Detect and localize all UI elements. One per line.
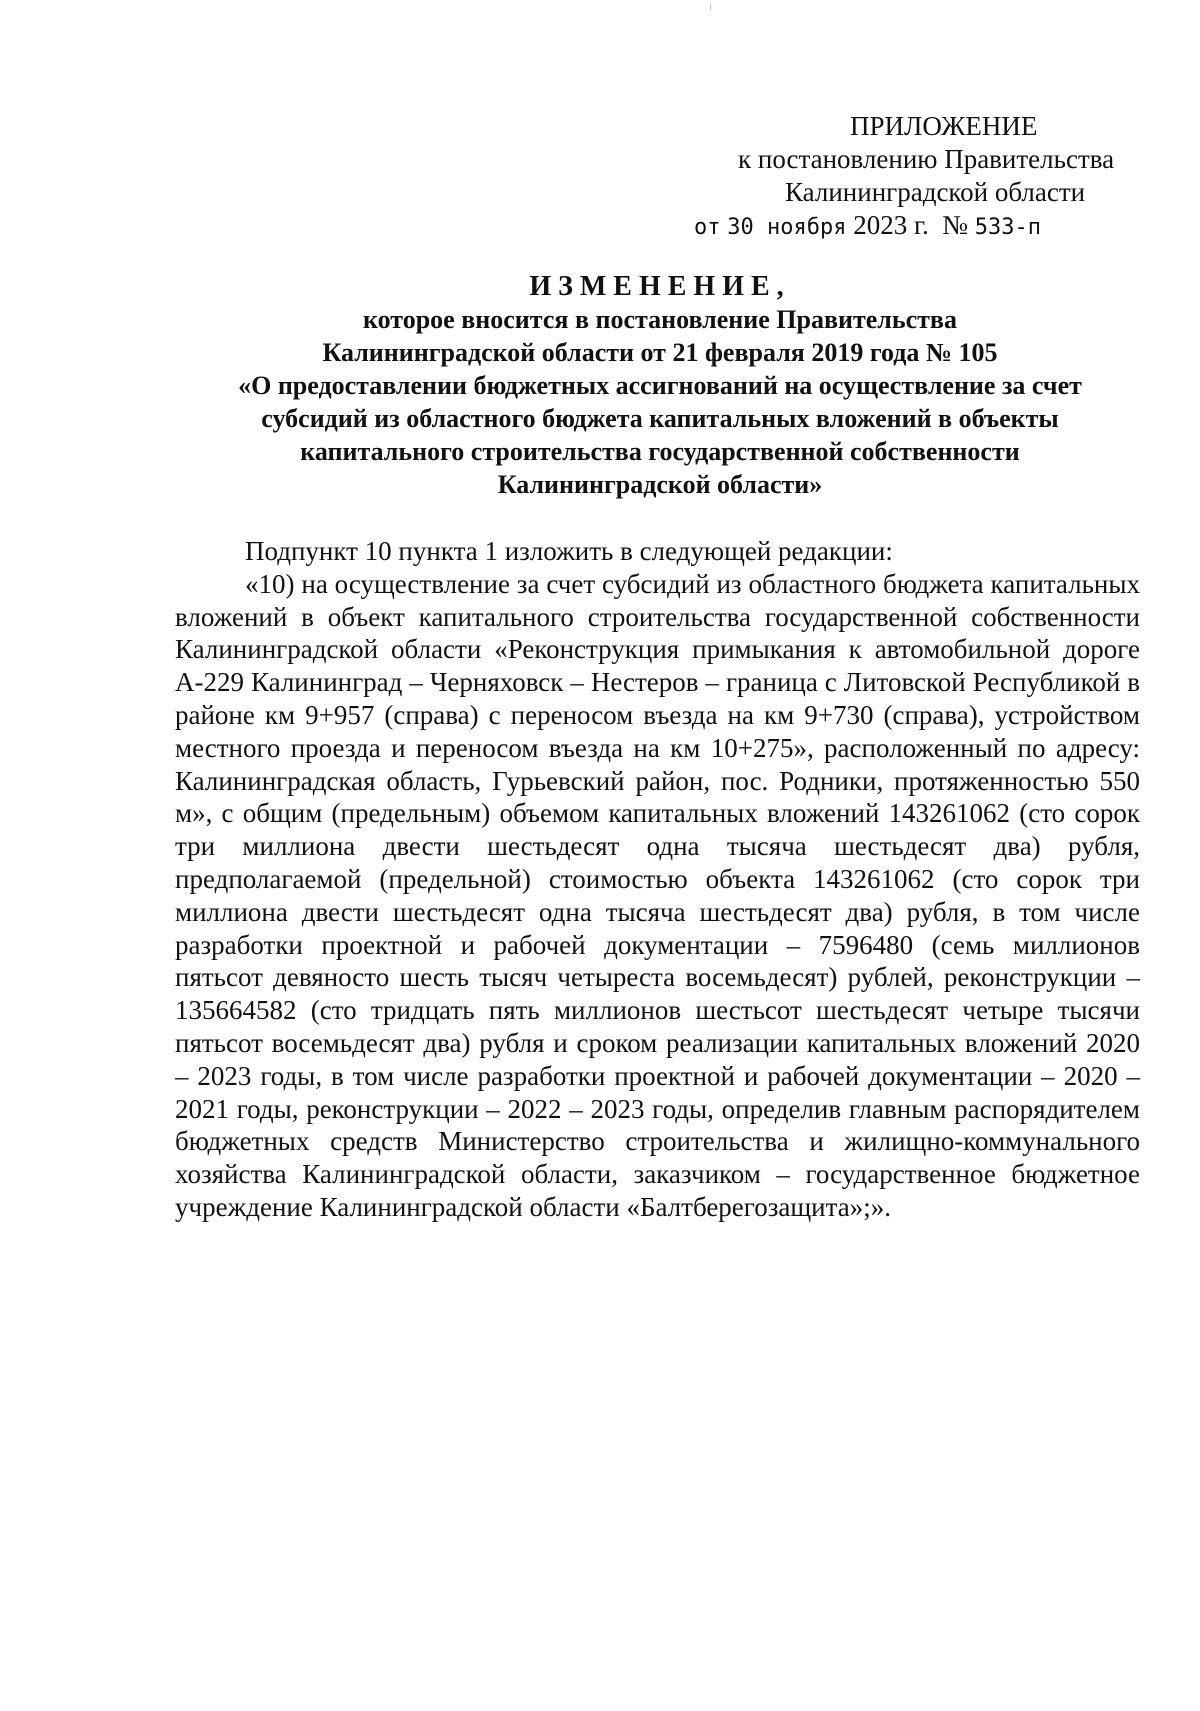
date-value: 30 ноября	[727, 215, 847, 240]
title-line: «О предоставлении бюджетных ассигнований на осуществление за счет	[238, 371, 1082, 400]
title-line: Калининградской области от 21 февраля 2019 года № 105	[322, 338, 998, 367]
title-line: субсидий из областного бюджета капитальных вложений в объекты	[261, 404, 1059, 433]
appendix-region-line: Калининградской области	[785, 177, 1086, 207]
appendix-date-line	[694, 209, 1154, 242]
document-body	[175, 535, 1140, 1224]
date-prefix: от	[694, 215, 721, 240]
appendix-title: ПРИЛОЖЕНИЕ	[850, 111, 1038, 141]
appendix-resolution-line: к постановлению Правительства	[738, 144, 1115, 174]
title-line: Калининградской области»	[497, 470, 823, 499]
title-heading: ИЗМЕНЕНИЕ,	[529, 271, 791, 302]
intro-paragraph: Подпункт 10 пункта 1 изложить в следующей редакции:	[245, 536, 893, 566]
main-paragraph: «10) на осуществление за счет субсидий из областного бюджета капитальных вложений в объект капитального строительства государственной собственности Калининградской области «Реконструкция примыкания к автомобильной дороге А-229 Калининград – Черняховск – Нестеров – граница с Литовской Республикой в районе км 9+957 (справа) с переносом въезда на км 9+730 (справа), устройством местного проезда и переносом въезда на км 10+275», расположенный по адресу: Калининградская область, Гурьевский район, пос. Родники, протяженностью 550 м», с общим (предельным) объемом капитальных вложений 143261062 (сто сорок три миллиона двести шестьдесят одна тысяча шестьдесят два) рубля, предполагаемой (предельной) стоимостью объекта 143261062 (сто сорок три миллиона двести шестьдесят одна тысяча шестьдесят два) рубля, в том числе разработки проектной и рабочей документации – 7596480 (семь миллионов пятьсот девяносто шесть тысяч четыреста восемьдесят) рублей, реконструкции – 135664582 (сто тридцать пять миллионов шестьсот шестьдесят четыре тысячи пятьсот восемьдесят два) рубля и сроком реализации капитальных вложений 2020 – 2023 годы, в том числе разработки проектной и рабочей документации – 2020 – 2021 годы, реконструкции – 2022 – 2023 годы, определив главным распорядителем бюджетных средств Министерство строительства и жилищно-коммунального хозяйства Калининградской области, заказчиком – государственное бюджетное учреждение Калининградской области «Балтберегозащита»;».	[175, 568, 1140, 1222]
number-value: 533-п	[974, 215, 1041, 240]
date-year: 2023 г.	[853, 210, 929, 240]
appendix-block	[694, 110, 1160, 242]
title-line: которое вносится в постановление Правительства	[363, 305, 957, 334]
scan-mark	[710, 4, 711, 10]
title-line: капитального строительства государственной собственности	[300, 437, 1020, 466]
document-title	[120, 270, 1200, 501]
number-prefix: №	[942, 210, 969, 240]
